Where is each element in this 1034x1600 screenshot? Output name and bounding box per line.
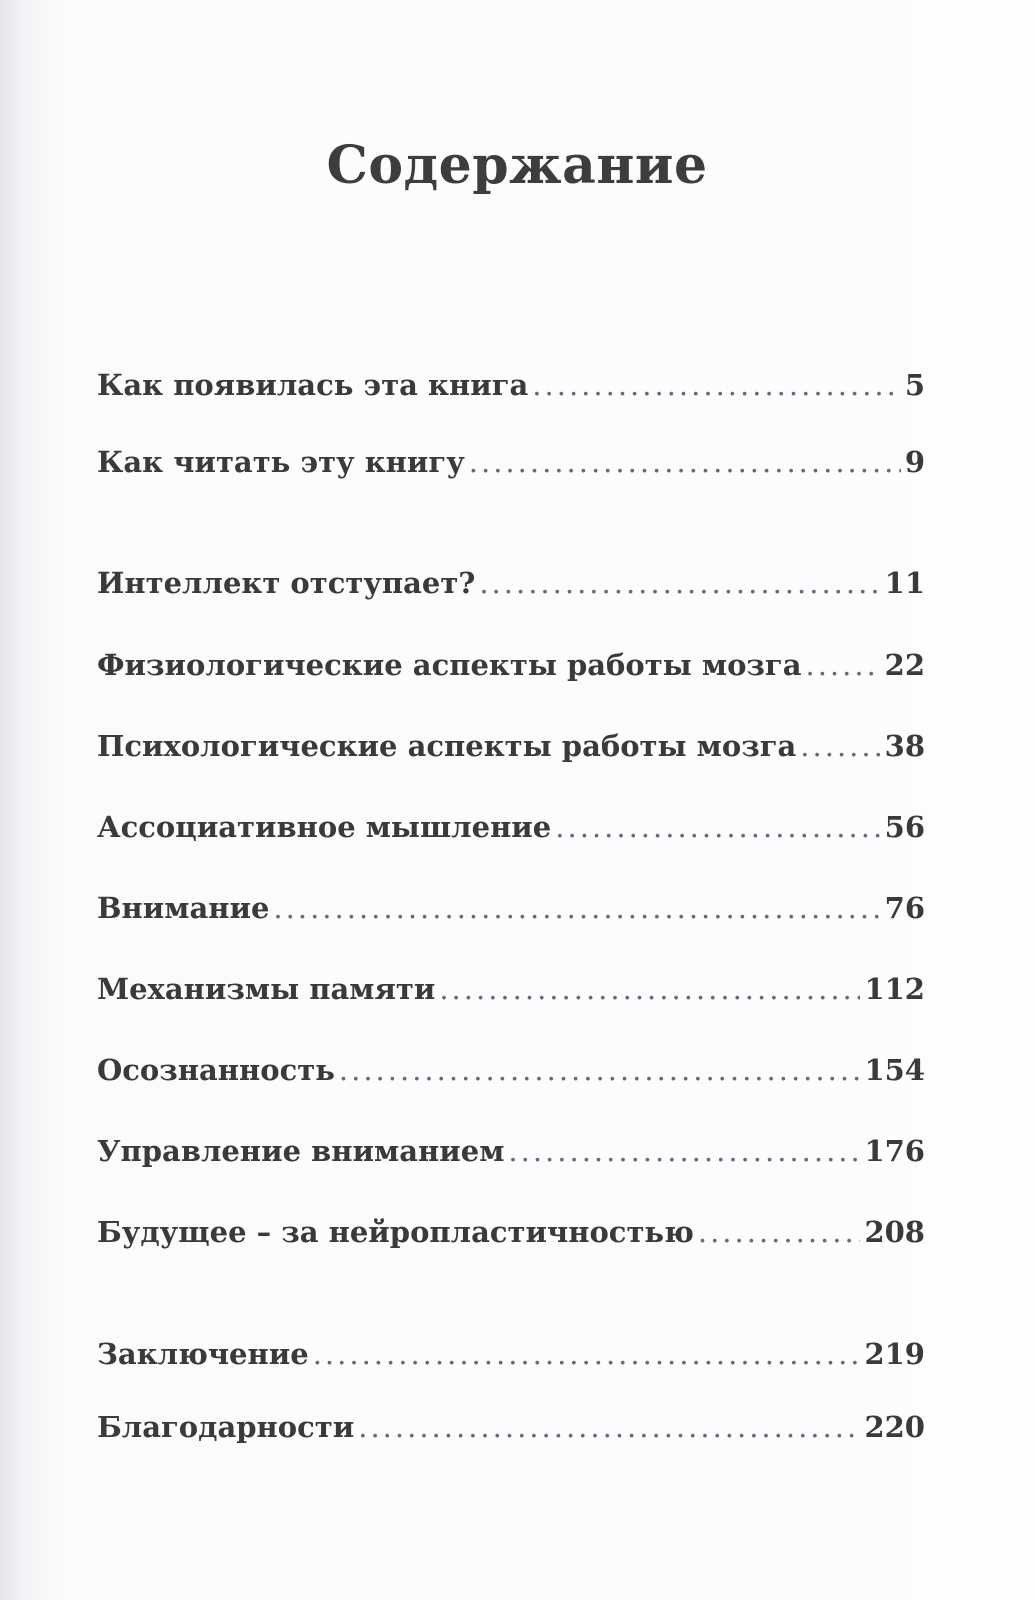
dot-leader <box>273 891 880 925</box>
toc-entry <box>97 1134 925 1168</box>
toc-entry-title: Механизмы памяти <box>97 972 436 1006</box>
toc-entry-page: 220 <box>864 1410 925 1444</box>
toc-entry <box>97 1410 925 1444</box>
dot-leader <box>800 729 880 763</box>
toc-entry-page: 112 <box>864 972 925 1006</box>
toc-entry <box>97 445 925 479</box>
toc-entry-page: 9 <box>904 445 925 479</box>
dot-leader <box>358 1410 860 1444</box>
toc-entry-page: 11 <box>884 566 925 600</box>
toc-entry <box>97 648 925 682</box>
dot-leader <box>805 648 880 682</box>
toc-entry-title: Внимание <box>97 891 270 925</box>
toc-entry-title: Физиологические аспекты работы мозга <box>97 648 802 682</box>
dot-leader <box>313 1337 861 1371</box>
toc-entry-page: 208 <box>864 1215 925 1249</box>
toc-entry-page: 5 <box>904 368 925 402</box>
toc-entry-title: Благодарности <box>97 1410 355 1444</box>
toc-entry <box>97 1337 925 1371</box>
dot-leader <box>439 972 860 1006</box>
toc-entry-title: Заключение <box>97 1337 309 1371</box>
toc-entry-page: 176 <box>864 1134 925 1168</box>
toc-entry-title: Будущее – за нейропластичностью <box>97 1215 694 1249</box>
toc-entry-title: Как читать эту книгу <box>97 445 465 479</box>
toc-entry <box>97 972 925 1006</box>
page-title: Содержание <box>326 135 708 196</box>
toc-entry-page: 76 <box>884 891 925 925</box>
toc-entry-page: 38 <box>884 729 925 763</box>
toc-entry-page: 154 <box>864 1053 925 1087</box>
toc-entry-title: Интеллект отступает? <box>97 566 476 600</box>
toc-entry-title: Осознанность <box>97 1053 335 1087</box>
toc-entry <box>97 810 925 844</box>
toc-entry <box>97 1215 925 1249</box>
dot-leader <box>555 810 880 844</box>
toc-entry-page: 22 <box>884 648 925 682</box>
dot-leader <box>469 445 901 479</box>
toc-entry-title: Управление вниманием <box>97 1134 505 1168</box>
dot-leader <box>339 1053 861 1087</box>
toc-entry-title: Психологические аспекты работы мозга <box>97 729 797 763</box>
dot-leader <box>532 368 901 402</box>
toc-entry-page: 219 <box>864 1337 925 1371</box>
toc-entry-title: Ассоциативное мышление <box>97 810 552 844</box>
toc-entry-title: Как появилась эта книга <box>97 368 529 402</box>
dot-leader <box>508 1134 860 1168</box>
dot-leader <box>479 566 880 600</box>
toc-entry <box>97 729 925 763</box>
toc-entry <box>97 566 925 600</box>
toc-entry-page: 56 <box>884 810 925 844</box>
toc-entry <box>97 368 925 402</box>
toc-entry <box>97 891 925 925</box>
toc-entry <box>97 1053 925 1087</box>
dot-leader <box>698 1215 861 1249</box>
